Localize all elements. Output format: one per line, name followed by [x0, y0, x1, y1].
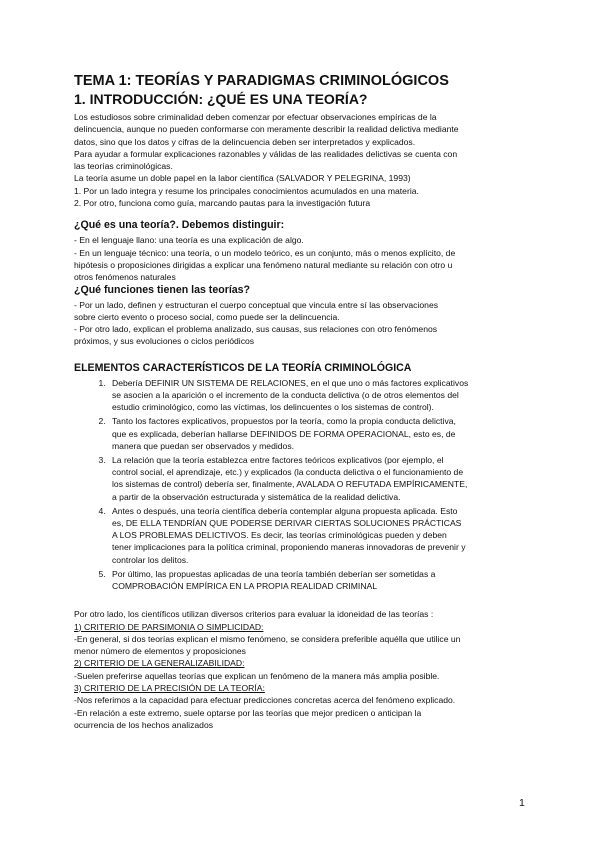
list-item: 4. Antes o después, una teoría científica debería contemplar alguna propuesta aplicada. Esto es, DE ELLA TENDRÍAN QUE PODERSE DERIVAR CIERTAS SOLUCIONES PRÁCTICAS A LOS PROBLEMAS DELICTIVOS. Es decir, las teorías criminológicas pueden y deben tener implicaciones para la política criminal, proponiendo maneras innovadoras de prevenir y controlar los delitos. — [108, 505, 534, 566]
list-item: 5. Por último, las propuestas aplicadas de una teoría también deberían ser sometidas a COMPROBACIÓN EMPÍRICA EN LA PROPIA REALIDAD CRIMINAL — [108, 568, 534, 592]
intro-line: 1. Por un lado integra y resume los principales conocimientos acumulados en una materia. — [74, 185, 419, 196]
criterio-3-line: -En relación a este extremo, suele optarse por las teorías que mejor predicen o anticipan la — [74, 707, 422, 718]
distinguir-heading: ¿Qué es una teoría?. Debemos distinguir: — [74, 219, 285, 232]
funciones-line: próximos, y sus evoluciones o ciclos periódicos — [74, 336, 255, 347]
criterio-1-title: 1) CRITERIO DE PARSIMONIA O SIMPLICIDAD: — [74, 621, 264, 632]
criterio-3-line: ocurrencia de los hechos analizados — [74, 719, 214, 730]
intro-line: Para ayudar a formular explicaciones razonables y válidas de las realidades delictivas se cuenta con — [74, 148, 458, 159]
distinguir-line: otros fenómenos naturales — [74, 272, 176, 283]
intro-line: 2. Por otro, funciona como guía, marcando pautas para la investigación futura — [74, 198, 371, 209]
document-title: TEMA 1: TEORÍAS Y PARADIGMAS CRIMINOLÓGICOS — [74, 73, 449, 89]
distinguir-line: - En el lenguaje llano: una teoría es una explicación de algo. — [74, 235, 304, 246]
list-item: 3. La relación que la teoría establezca entre factores teóricos explicativos (por ejemplo, el control social, el aprendizaje, etc.) y explicados (la conducta delictiva o el funcionamiento de los sistemas de control) debería ser, finalmente, AVALADA O REFUTADA EMPÍRICAMENTE, a partir de la observación estructurada y sistemática de la realidad delictiva. — [108, 454, 534, 503]
intro-line: La teoría asume un doble papel en la labor científica (SALVADOR Y PELEGRINA, 1993) — [74, 173, 411, 184]
intro-line: delincuencia, aunque no pueden conformarse con meramente describir la realidad delictiva mediante — [74, 124, 459, 135]
list-item: 1. Debería DEFINIR UN SISTEMA DE RELACIONES, en el que uno o más factores explicativos se asocien a la aparición o el incremento de la conducta delictiva (o de otros elementos del estudio criminológico, como las víctimas, los delincuentes o los sistemas de control). — [108, 377, 534, 414]
page-number: 1 — [519, 797, 525, 809]
distinguir-line: hipótesis o proposiciones dirigidas a explicar una fenómeno natural mediante su relación con otro u — [74, 259, 453, 270]
criterio-1-line: menor número de elementos y proposiciones — [74, 646, 246, 657]
intro-heading: 1. INTRODUCCIÓN: ¿QUÉ ES UNA TEORÍA? — [74, 91, 368, 107]
intro-line: las teorías criminológicas. — [74, 161, 173, 172]
intro-line: Los estudiosos sobre criminalidad deben comenzar por efectuar observaciones empíricas de la — [74, 112, 437, 122]
funciones-line: sobre cierto evento o proceso social, como puede ser la delincuencia. — [74, 311, 340, 322]
criterio-3-title: 3) CRITERIO DE LA PRECISIÓN DE LA TEORÍA: — [74, 682, 265, 693]
elementos-list — [74, 377, 534, 592]
criterio-1-line: -En general, si dos teorías explican el mismo fenómeno, se considera preferible aquélla que utilice un — [74, 633, 461, 644]
funciones-line: - Por un lado, definen y estructuran el cuerpo conceptual que vincula entre sí las observaciones — [74, 299, 439, 310]
funciones-heading: ¿Qué funciones tienen las teorías? — [74, 283, 251, 296]
criterio-3-line: -Nos referimos a la capacidad para efectuar predicciones concretas acerca del fenómeno explicado. — [74, 695, 456, 706]
distinguir-line: - En un lenguaje técnico: una teoría, o un modelo teórico, es un conjunto, más o menos explícito, de — [74, 247, 456, 258]
elementos-heading: ELEMENTOS CARACTERÍSTICOS DE LA TEORÍA CRIMINOLÓGICA — [74, 361, 412, 374]
criterio-2-line: -Suelen preferirse aquellas teorías que explican un fenómeno de la manera más amplia posible. — [74, 670, 440, 681]
criterio-2-title: 2) CRITERIO DE LA GENERALIZABILIDAD: — [74, 658, 245, 669]
list-item: 2. Tanto los factores explicativos, propuestos por la teoría, como la propia conducta delictiva, que es explicada, deberían hallarse DEFINIDOS DE FORMA OPERACIONAL, esto es, de manera que puedan ser observados y medidos. — [108, 415, 534, 452]
criterios-intro: Por otro lado, los científicos utilizan diversos criterios para evaluar la idoneidad de las teorías : — [74, 609, 434, 620]
document-page — [74, 72, 534, 731]
funciones-line: - Por otro lado, explican el problema analizado, sus causas, sus relaciones con otro fenómenos — [74, 324, 438, 335]
intro-line: datos, sino que los datos y cifras de la delincuencia deben ser interpretados y explicados. — [74, 136, 416, 147]
